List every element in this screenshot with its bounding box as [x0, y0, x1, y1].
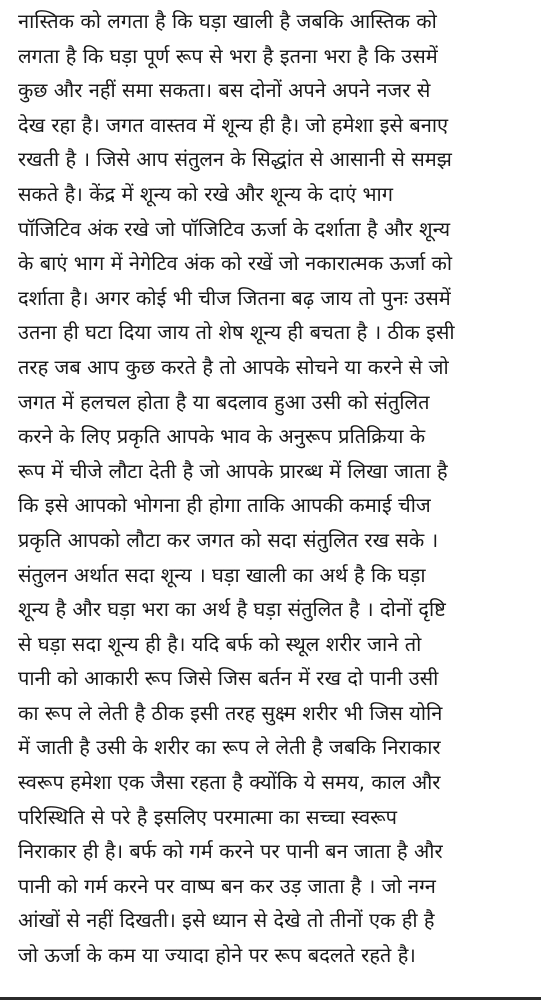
text-line-11: तरह जब आप कुछ करते है तो आपके सोचने या करने से जो: [18, 354, 449, 379]
paragraph: [18, 4, 538, 973]
text-line-9: दर्शाता है। अगर कोई भी चीज जितना बढ़ जाय तो पुनः उसमें: [18, 285, 451, 310]
text-line-19: से घड़ा सदा शून्य ही है। यदि बर्फ को स्थूल शरीर जाने तो: [18, 631, 422, 656]
text-line-18: शून्य है और घड़ा भरा का अर्थ है घड़ा संतुलित है । दोनों दृष्टि: [18, 597, 446, 622]
text-line-21: का रूप ले लेती है ठीक इसी तरह सुक्ष्म शरीर भी जिस योनि: [18, 700, 443, 725]
text-line-4: देख रहा है। जगत वास्तव में शून्य ही है। जो हमेशा इसे बनाए: [18, 112, 449, 137]
text-line-13: करने के लिए प्रकृति आपके भाव के अनुरूप प्रतिक्रिया के: [18, 424, 426, 449]
text-line-28: जो ऊर्जा के कम या ज्यादा होने पर रूप बदलते रहते है।: [18, 943, 416, 968]
text-line-3: कुछ और नहीं समा सकता। बस दोनों अपने अपने नजर से: [18, 78, 431, 103]
text-line-8: के बाएं भाग में नेगेटिव अंक को रखें जो नकारात्मक ऊर्जा को: [18, 251, 453, 276]
text-line-5: रखती है । जिसे आप संतुलन के सिद्धांत से आसानी से समझ: [18, 147, 452, 172]
text-line-20: पानी को आकारी रूप जिसे जिस बर्तन में रख दो पानी उसी: [18, 666, 439, 691]
text-line-23: स्वरूप हमेशा एक जैसा रहता है क्योंकि ये समय, काल और: [18, 770, 441, 795]
text-line-1: नास्तिक को लगता है कि घड़ा खाली है जबकि आस्तिक को: [18, 9, 437, 33]
text-line-2: लगता है कि घड़ा पूर्ण रूप से भरा है इतना भरा है कि उसमें: [18, 43, 438, 68]
text-line-26: पानी को गर्म करने पर वाष्प बन कर उड़ जाता है । जो नग्न: [18, 873, 436, 898]
text-line-25: निराकार ही है। बर्फ को गर्म करने पर पानी बन जाता है और: [18, 839, 443, 864]
text-line-12: जगत में हलचल होता है या बदलाव हुआ उसी को संतुलित: [18, 389, 430, 414]
text-line-22: में जाती है उसी के शरीर का रूप ले लेती है जबकि निराकार: [18, 735, 441, 760]
text-line-27: आंखों से नहीं दिखती। इसे ध्यान से देखे तो तीनों एक ही है: [18, 908, 435, 933]
text-line-14: रूप में चीजे लौटा देती है जो आपके प्रारब्ध में लिखा जाता है: [18, 458, 448, 483]
text-line-6: सकते है। केंद्र में शून्य को रखे और शून्य के दाएं भाग: [18, 181, 393, 206]
text-line-17: संतुलन अर्थात सदा शून्य । घड़ा खाली का अर्थ है कि घड़ा: [18, 562, 426, 587]
text-line-24: परिस्थिति से परे है इसलिए परमात्मा का सच्चा स्वरूप: [18, 804, 398, 829]
text-line-10: उतना ही घटा दिया जाय तो शेष शून्य ही बचता है । ठीक इसी: [18, 320, 455, 345]
text-line-16: प्रकृति आपको लौटा कर जगत को सदा संतुलित रख सके ।: [18, 527, 439, 552]
text-line-15: कि इसे आपको भोगना ही होगा ताकि आपकी कमाई चीज: [18, 493, 431, 518]
text-line-7: पॉजिटिव अंक रखे जो पॉजिटिव ऊर्जा के दर्शाता है और शून्य: [18, 216, 451, 241]
